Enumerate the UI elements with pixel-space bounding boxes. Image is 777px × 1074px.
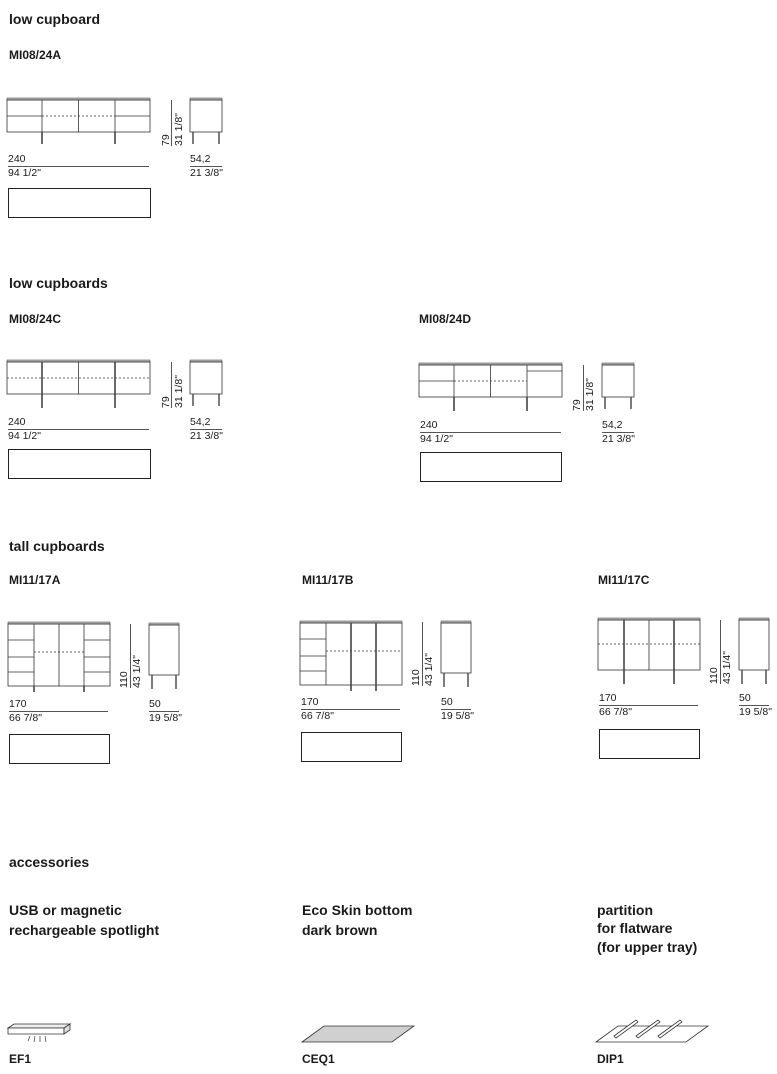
product-code: MI11/17C — [598, 573, 650, 587]
width-in: 66 7/8" — [301, 710, 334, 722]
height-in: 31 1/8" — [173, 113, 185, 146]
width-cm: 170 — [301, 696, 319, 708]
accessory-label-line: partition — [597, 902, 653, 918]
product-code: MI11/17B — [302, 573, 354, 587]
depth-cm: 54,2 — [602, 419, 623, 431]
finish-swatch-box — [8, 188, 151, 218]
side-view-drawing — [441, 621, 473, 691]
front-view-drawing — [8, 620, 111, 692]
spotlight-icon — [8, 1022, 72, 1046]
depth-cm: 50 — [149, 698, 161, 710]
height-in: 31 1/8" — [584, 378, 596, 411]
accessory-label-line: (for upper tray) — [597, 939, 698, 955]
product-code: MI08/24C — [9, 312, 62, 326]
height-in: 43 1/4" — [423, 653, 435, 686]
product-code: MI11/17A — [9, 573, 61, 587]
width-cm: 240 — [420, 419, 438, 431]
height-cm: 79 — [571, 399, 583, 411]
side-view-drawing — [739, 618, 771, 688]
height-dim-line — [583, 365, 584, 411]
front-view-drawing — [419, 361, 563, 413]
height-dim-line — [720, 620, 721, 684]
height-cm: 110 — [410, 669, 422, 686]
accessory-code: CEQ1 — [302, 1052, 335, 1066]
height-dim-line — [171, 362, 172, 408]
eco-skin-bottom-icon — [302, 1025, 416, 1045]
side-view-drawing — [190, 360, 224, 410]
section-title-accessories: accessories — [9, 854, 90, 870]
depth-cm: 54,2 — [190, 153, 211, 165]
finish-swatch-box — [301, 732, 402, 762]
depth-cm: 54,2 — [190, 416, 211, 428]
depth-in: 21 3/8" — [602, 433, 635, 445]
height-dim-line — [171, 100, 172, 146]
side-view-drawing — [602, 363, 636, 413]
width-in: 66 7/8" — [599, 706, 632, 718]
section-title-low-cupboards: low cupboards — [9, 275, 108, 291]
width-in: 94 1/2" — [8, 430, 41, 442]
finish-swatch-box — [599, 729, 700, 759]
width-in: 66 7/8" — [9, 712, 42, 724]
height-dim-line — [130, 624, 131, 688]
height-in: 43 1/4" — [721, 651, 733, 684]
accessory-code: DIP1 — [597, 1052, 624, 1066]
depth-cm: 50 — [441, 696, 453, 708]
accessory-label-line: dark brown — [302, 922, 378, 938]
accessory-label-line: rechargeable spotlight — [9, 922, 160, 938]
finish-swatch-box — [8, 449, 151, 479]
front-view-drawing — [7, 96, 151, 148]
height-cm: 110 — [708, 667, 720, 684]
front-view-drawing — [598, 616, 701, 688]
height-dim-line — [422, 622, 423, 686]
side-view-drawing — [149, 623, 181, 693]
height-cm: 79 — [160, 396, 172, 408]
front-view-drawing — [300, 619, 403, 691]
depth-in: 19 5/8" — [149, 712, 182, 724]
width-cm: 240 — [8, 416, 26, 428]
finish-swatch-box — [9, 734, 110, 764]
depth-in: 19 5/8" — [441, 710, 474, 722]
front-view-drawing — [7, 358, 151, 410]
width-cm: 170 — [9, 698, 27, 710]
accessory-label-line: Eco Skin bottom — [302, 902, 413, 918]
section-title-tall-cupboards: tall cupboards — [9, 538, 105, 554]
product-code: MI08/24D — [419, 312, 472, 326]
flatware-partition-icon — [594, 1020, 710, 1046]
height-in: 43 1/4" — [131, 655, 143, 688]
depth-in: 19 5/8" — [739, 706, 772, 718]
width-in: 94 1/2" — [8, 167, 41, 179]
width-cm: 170 — [599, 692, 617, 704]
height-cm: 110 — [118, 671, 130, 688]
width-in: 94 1/2" — [420, 433, 453, 445]
product-code: MI08/24A — [9, 48, 62, 62]
height-in: 31 1/8" — [173, 375, 185, 408]
depth-cm: 50 — [739, 692, 751, 704]
width-cm: 240 — [8, 153, 26, 165]
accessory-label-line: for flatware — [597, 920, 673, 936]
height-cm: 79 — [160, 134, 172, 146]
accessory-code: EF1 — [9, 1052, 32, 1066]
accessory-label-line: USB or magnetic — [9, 902, 122, 918]
depth-in: 21 3/8" — [190, 167, 223, 179]
side-view-drawing — [190, 98, 224, 148]
finish-swatch-box — [420, 452, 562, 482]
depth-in: 21 3/8" — [190, 430, 223, 442]
section-title-low-cupboard: low cupboard — [9, 11, 100, 27]
